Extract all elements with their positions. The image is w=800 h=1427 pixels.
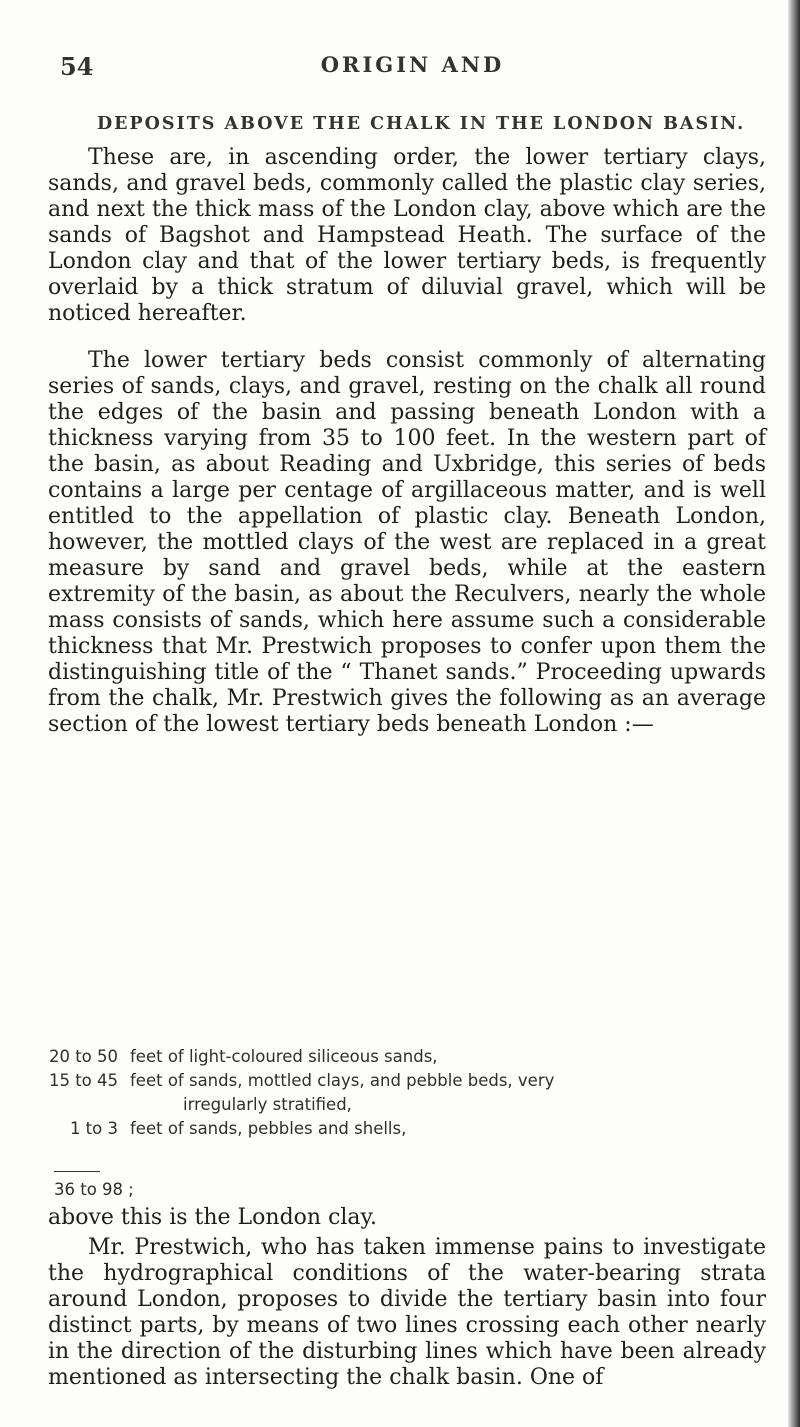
stratum-description: feet of sands, pebbles and shells,: [130, 1119, 407, 1138]
stratum-row: [48, 1069, 766, 1093]
section-total: 36 to 98 ;: [54, 1180, 134, 1199]
paragraph-3: above this is the London clay.: [48, 1205, 378, 1230]
stratum-row: [48, 1117, 766, 1141]
stratigraphic-section: [48, 1045, 766, 1141]
stratum-thickness: 1 to 3: [69, 1119, 118, 1138]
stratum-description: feet of light-coloured siliceous sands,: [130, 1047, 438, 1066]
running-header: [60, 52, 765, 82]
page-edge-shadow: [788, 0, 800, 1427]
running-title: ORIGIN AND: [320, 52, 505, 77]
stratum-thickness: 15 to 45: [48, 1071, 118, 1090]
stratum-description-continuation: irregularly stratified,: [183, 1095, 352, 1114]
stratum-row: [48, 1045, 766, 1069]
paragraph-1: These are, in ascending order, the lower tertiary clays, sands, and gravel beds, commonly called the plastic clay series, and next the thick mass of the London clay, above which are the sands of Bagshot and Hampstead Heath. The surface of the London clay and that of the lower tertiary beds, is frequently overlaid by a thick stratum of diluvial gravel, which will be noticed hereafter.: [48, 145, 766, 326]
paragraph-2: The lower tertiary beds consist commonly of alternating series of sands, clays, and gravel, resting on the chalk all round the edges of the basin and passing beneath London with a thickness varying from 35 to 100 feet. In the western part of the basin, as about Reading and Uxbridge, this series of beds contains a large per centage of argillaceous matter, and is well entitled to the appellation of plastic clay. Beneath London, however, the mottled clays of the west are replaced in a great measure by sand and gravel beds, while at the eastern extremity of the basin, as about the Reculvers, nearly the whole mass consists of sands, which here assume such a considerable thickness that Mr. Prestwich proposes to confer upon them the distinguishing title of the “ Thanet sands.” Proceeding upwards from the chalk, Mr. Prestwich gives the following as an average section of the lowest tertiary beds beneath London :—: [48, 348, 766, 737]
sum-rule-divider: [54, 1171, 100, 1172]
stratum-thickness: 20 to 50: [48, 1047, 118, 1066]
stratum-description: feet of sands, mottled clays, and pebble beds, very: [130, 1071, 555, 1090]
section-heading: DEPOSITS ABOVE THE CHALK IN THE LONDON BASIN.: [97, 114, 746, 134]
paragraph-4: Mr. Prestwich, who has taken immense pains to investigate the hydrographical conditions of the water-bearing strata around London, proposes to divide the tertiary basin into four distinct parts, by means of two lines crossing each other nearly in the direction of the disturbing lines which have been already mentioned as intersecting the chalk basin. One of: [48, 1235, 766, 1390]
page-number: 54: [60, 52, 94, 81]
